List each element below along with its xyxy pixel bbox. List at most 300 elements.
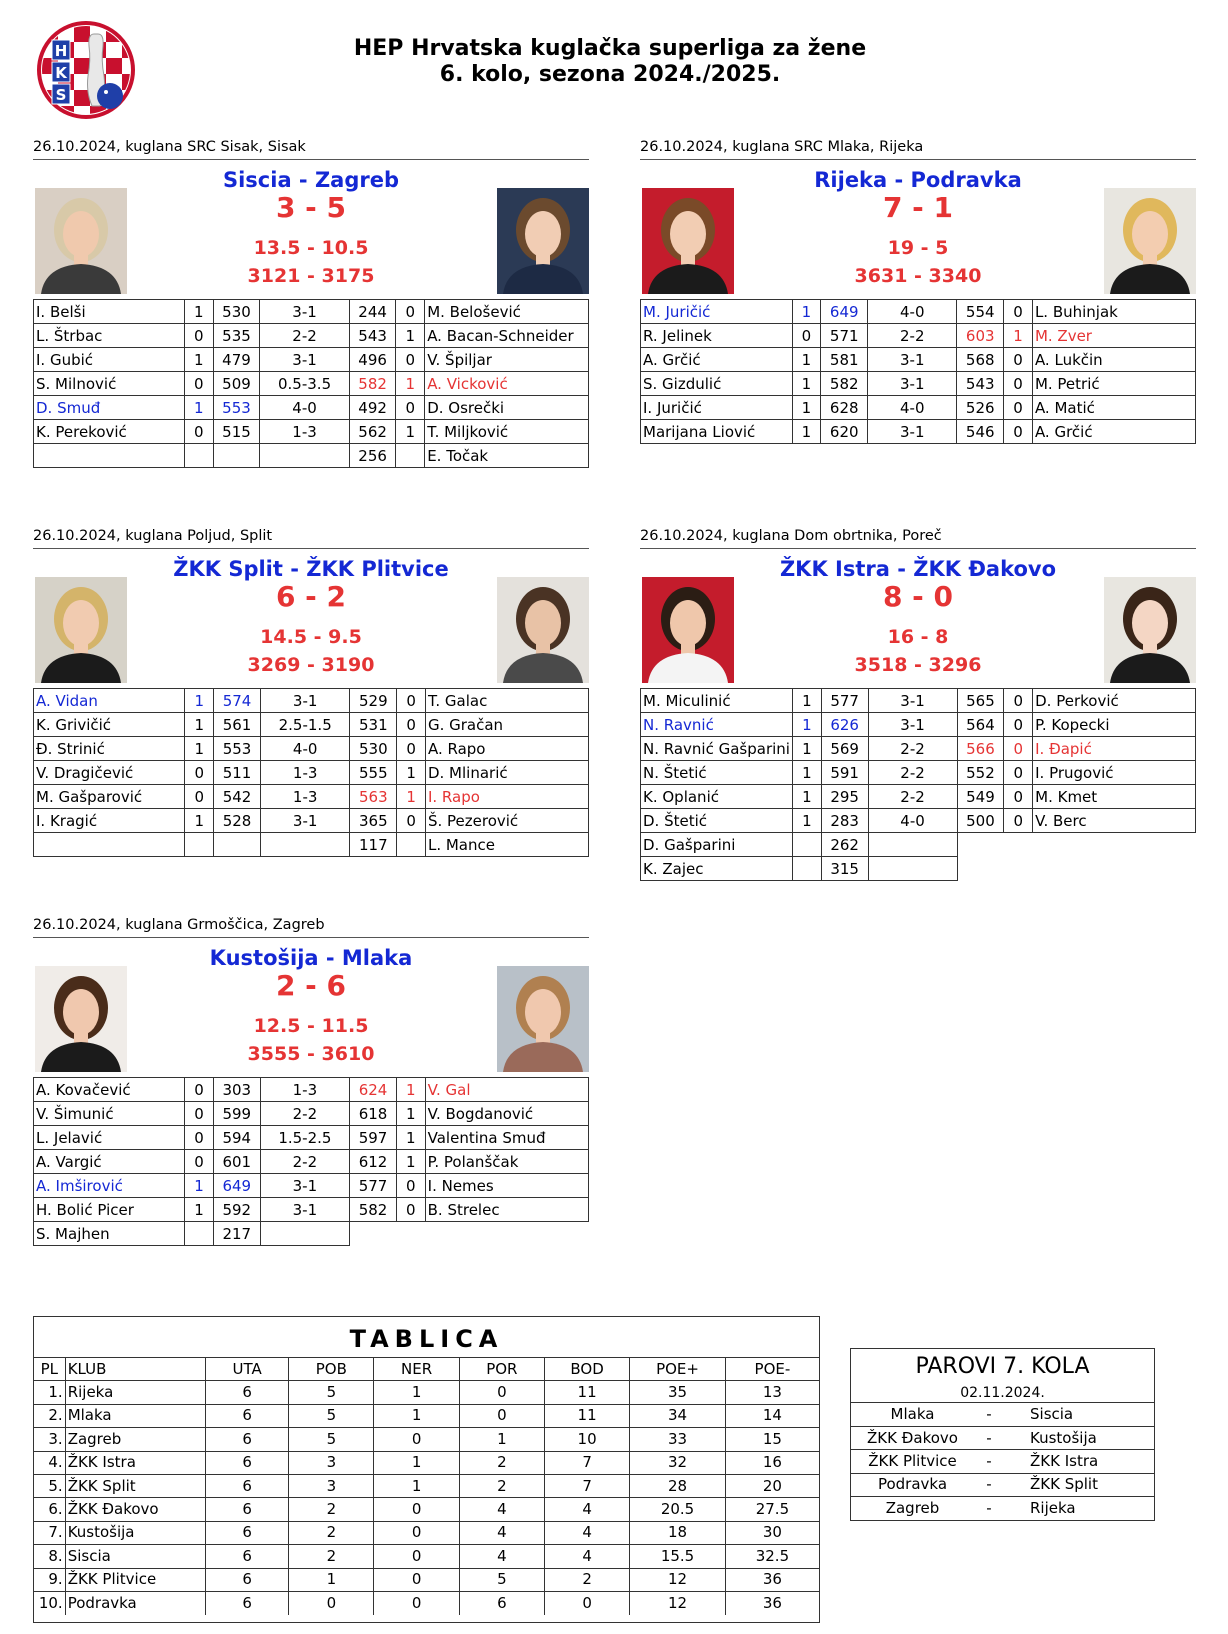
home-player-name: K. Zajec (641, 857, 793, 881)
home-pins: 599 (213, 1102, 260, 1126)
standings-cell: 15.5 (630, 1545, 726, 1568)
home-player-name: A. Vargić (34, 1150, 185, 1174)
away-pins: 543 (957, 372, 1004, 396)
standings-cell: 4 (544, 1545, 629, 1568)
match-header (640, 580, 1196, 688)
away-player-name: I. Rapo (425, 785, 588, 809)
home-pins: 620 (821, 420, 868, 444)
home-pins (214, 833, 261, 857)
home-player-name: D. Štetić (641, 809, 793, 833)
standings-cell: 4 (459, 1545, 544, 1568)
table-row (34, 737, 589, 761)
table-row (641, 324, 1196, 348)
set-score: 2-2 (868, 737, 957, 761)
standings-title: TABLICA (349, 1325, 504, 1353)
table-row (34, 1126, 589, 1150)
away-player-name: V. Gal (425, 1078, 588, 1102)
away-point: 0 (397, 809, 426, 833)
pair-away: Siscia (1004, 1403, 1154, 1426)
standings-cell: 1 (459, 1428, 544, 1451)
away-point: 1 (396, 420, 425, 444)
match-pins: 3121 - 3175 (247, 265, 375, 287)
standings-cell: 1 (374, 1404, 459, 1427)
home-player-name: N. Ravnić Gašparini (641, 737, 793, 761)
away-point: 1 (396, 1126, 425, 1150)
table-row (34, 809, 589, 833)
match-teams: Kustošija - Mlaka (209, 946, 413, 970)
set-score: 3-1 (260, 1174, 349, 1198)
standings-row (34, 1591, 819, 1614)
set-score: 2.5-1.5 (260, 713, 350, 737)
match-sets: 19 - 5 (887, 237, 949, 259)
home-pins: 628 (821, 396, 868, 420)
standings-cell: Zagreb (65, 1428, 205, 1451)
away-point: 0 (397, 713, 426, 737)
away-pins: 568 (957, 348, 1004, 372)
standings-cell: 2 (459, 1451, 544, 1474)
logo-letter-k: K (55, 64, 67, 82)
away-pins: 554 (957, 300, 1004, 324)
standings-header-bod: BOD (544, 1358, 629, 1381)
set-score: 3-1 (868, 420, 957, 444)
standings-cell: 0 (374, 1521, 459, 1544)
standings-cell: 6 (206, 1451, 289, 1474)
empty-cell (1033, 833, 1196, 857)
pair-home: ŽKK Plitvice (851, 1450, 974, 1473)
table-row (34, 348, 589, 372)
standings-header-klub: KLUB (65, 1358, 205, 1381)
home-point: 1 (792, 713, 821, 737)
standings-cell: 5 (289, 1381, 374, 1404)
table-row (641, 713, 1196, 737)
pair-separator: - (974, 1450, 1004, 1473)
standings-cell: 8. (34, 1545, 65, 1568)
home-point: 1 (792, 689, 821, 713)
standings-cell: 5 (289, 1428, 374, 1451)
home-point: 0 (184, 324, 213, 348)
home-point: 1 (792, 420, 821, 444)
set-score (260, 1222, 349, 1246)
away-point (396, 444, 425, 468)
away-point: 0 (1004, 809, 1033, 833)
home-pins: 509 (213, 372, 260, 396)
home-player-name: M. Juričić (641, 300, 793, 324)
pair-home: ŽKK Đakovo (851, 1426, 974, 1449)
set-score: 2-2 (260, 324, 349, 348)
set-score: 1-3 (260, 420, 349, 444)
away-point: 0 (397, 737, 426, 761)
standings-cell: 1 (289, 1568, 374, 1591)
standings-cell: ŽKK Đakovo (65, 1498, 205, 1521)
home-point: 0 (184, 420, 213, 444)
away-player-name: E. Točak (425, 444, 589, 468)
set-score (868, 857, 957, 881)
home-point: 1 (184, 348, 213, 372)
standings-header-por: POR (459, 1358, 544, 1381)
pair-away: Kustošija (1004, 1426, 1154, 1449)
match-teams: Rijeka - Podravka (814, 168, 1022, 192)
empty-cell (1033, 857, 1196, 881)
table-row (34, 1150, 589, 1174)
home-player-name: N. Štetić (641, 761, 793, 785)
pair-separator: - (974, 1426, 1004, 1449)
standings-cell: 6 (459, 1591, 544, 1614)
set-score: 3-1 (260, 348, 349, 372)
standings-cell: 6 (206, 1521, 289, 1544)
home-pins: 592 (213, 1198, 260, 1222)
away-player-name: V. Bogdanović (425, 1102, 588, 1126)
set-score: 3-1 (260, 300, 349, 324)
home-pins: 569 (821, 737, 868, 761)
standings-cell: 32 (630, 1451, 726, 1474)
home-point: 1 (792, 761, 821, 785)
away-pins: 526 (957, 396, 1004, 420)
away-player-name: A. Matić (1032, 396, 1195, 420)
match-score: 8 - 0 (882, 580, 954, 613)
match-score: 6 - 2 (275, 580, 347, 613)
away-player-name: V. Berc (1033, 809, 1196, 833)
home-pins: 553 (214, 737, 261, 761)
home-player-name: S. Milnović (34, 372, 185, 396)
table-row (34, 420, 589, 444)
away-player-name: D. Perković (1033, 689, 1196, 713)
home-player-name: V. Šimunić (34, 1102, 185, 1126)
home-pins: 295 (821, 785, 868, 809)
home-point: 1 (792, 809, 821, 833)
away-player-name: M. Petrić (1032, 372, 1195, 396)
home-player-name: M. Miculinić (641, 689, 793, 713)
home-pins: 553 (213, 396, 260, 420)
home-point: 1 (185, 713, 214, 737)
set-score: 3-1 (868, 689, 957, 713)
home-pins: 581 (821, 348, 868, 372)
home-point: 1 (792, 372, 821, 396)
match-pins: 3555 - 3610 (247, 1043, 375, 1065)
table-row (641, 689, 1196, 713)
match-header (33, 969, 589, 1077)
away-player-name: P. Kopecki (1033, 713, 1196, 737)
set-score: 1-3 (260, 1078, 349, 1102)
pair-row (851, 1450, 1154, 1473)
home-player-name: I. Gubić (34, 348, 185, 372)
match-score: 7 - 1 (882, 191, 954, 224)
table-row (34, 689, 589, 713)
next-round-title: PAROVI 7. KOLA (915, 1354, 1090, 1379)
away-player-name: I. Nemes (425, 1174, 588, 1198)
standings-header-pob: POB (289, 1358, 374, 1381)
table-row (34, 785, 589, 809)
match-results-table (33, 299, 589, 468)
away-pins: 582 (350, 1198, 397, 1222)
away-player-name: T. Miljković (425, 420, 589, 444)
home-pins: 626 (821, 713, 868, 737)
set-score: 2-2 (260, 1150, 349, 1174)
home-pins: 283 (821, 809, 868, 833)
away-point: 0 (1004, 396, 1033, 420)
standings-row (34, 1568, 819, 1591)
standings-cell: 0 (374, 1498, 459, 1521)
away-pins: 546 (957, 420, 1004, 444)
standings-row (34, 1404, 819, 1427)
home-player-name (34, 833, 185, 857)
home-pins: 515 (213, 420, 260, 444)
set-score: 4-0 (260, 396, 349, 420)
set-score: 4-0 (868, 809, 957, 833)
away-pins: 549 (957, 785, 1004, 809)
table-row (34, 1174, 589, 1198)
standings-cell: 14 (725, 1404, 819, 1427)
logo-letter-h: H (54, 42, 68, 60)
home-player-name: M. Gašparović (34, 785, 185, 809)
standings-cell: 34 (630, 1404, 726, 1427)
home-pins: 315 (821, 857, 868, 881)
standings-cell: 10 (544, 1428, 629, 1451)
home-player-name: Đ. Strinić (34, 737, 185, 761)
table-row (641, 420, 1196, 444)
standings-cell: 1 (374, 1474, 459, 1497)
standings-cell: 6 (206, 1381, 289, 1404)
standings-row (34, 1381, 819, 1404)
home-point: 0 (185, 1126, 214, 1150)
home-point: 1 (184, 300, 213, 324)
pair-away: ŽKK Split (1004, 1473, 1154, 1496)
pair-away: Rijeka (1030, 1499, 1076, 1517)
home-player-name: K. Pereković (34, 420, 185, 444)
empty-cell (396, 1222, 425, 1246)
standings-cell: 1 (374, 1381, 459, 1404)
home-pins: 591 (821, 761, 868, 785)
home-player-name: I. Kragić (34, 809, 185, 833)
standings-cell: 2 (289, 1545, 374, 1568)
away-player-name: A. Rapo (425, 737, 588, 761)
match-venue: 26.10.2024, kuglana SRC Mlaka, Rijeka (640, 136, 1196, 160)
set-score: 3-1 (260, 689, 350, 713)
away-pins: 618 (350, 1102, 397, 1126)
away-point: 0 (1004, 348, 1033, 372)
pair-home: Zagreb (885, 1499, 940, 1517)
standings-cell: 32.5 (725, 1545, 819, 1568)
table-row (34, 1102, 589, 1126)
standings-row (34, 1498, 819, 1521)
away-pins: 624 (350, 1078, 397, 1102)
standings-row (34, 1545, 819, 1568)
match-header (33, 580, 589, 688)
away-pins: 582 (349, 372, 396, 396)
away-pins: 555 (350, 761, 397, 785)
match-results-table (33, 688, 589, 857)
standings-cell: 7. (34, 1521, 65, 1544)
away-player-name: D. Mlinarić (425, 761, 588, 785)
away-point: 0 (1004, 420, 1033, 444)
pair-separator: - (974, 1473, 1004, 1496)
standings-cell: 35 (630, 1381, 726, 1404)
away-point: 1 (396, 1150, 425, 1174)
away-player-name: T. Galac (425, 689, 588, 713)
standings-cell: 6 (206, 1428, 289, 1451)
away-player-name: G. Gračan (425, 713, 588, 737)
away-point: 0 (1004, 761, 1033, 785)
match-sets: 13.5 - 10.5 (253, 237, 369, 259)
match-results-table (33, 1077, 589, 1246)
pair-row (851, 1426, 1154, 1449)
standings-cell: 12 (630, 1591, 726, 1614)
away-point: 1 (1004, 324, 1033, 348)
standings-row (34, 1474, 819, 1497)
standings-cell: 4 (544, 1521, 629, 1544)
home-player-name: L. Štrbac (34, 324, 185, 348)
match-venue: 26.10.2024, kuglana Dom obrtnika, Poreč (640, 525, 1196, 549)
away-pins: 564 (957, 713, 1004, 737)
standings-cell: 36 (725, 1568, 819, 1591)
home-pins: 303 (213, 1078, 260, 1102)
match-split-plitvice (33, 525, 589, 857)
home-pins: 594 (213, 1126, 260, 1150)
home-player-name: N. Ravnić (641, 713, 793, 737)
set-score: 4-0 (868, 396, 957, 420)
away-point: 0 (396, 396, 425, 420)
away-point: 0 (1004, 689, 1033, 713)
standings-cell: 36 (762, 1593, 782, 1612)
home-pins: 577 (821, 689, 868, 713)
empty-cell (1004, 857, 1033, 881)
home-pins: 535 (213, 324, 260, 348)
home-point (792, 857, 821, 881)
table-row (641, 737, 1196, 761)
pair-row (851, 1473, 1154, 1496)
standings-cell: 6 (206, 1545, 289, 1568)
home-pins: 571 (821, 324, 868, 348)
away-point: 1 (396, 324, 425, 348)
home-point: 0 (185, 1150, 214, 1174)
away-pins: 500 (957, 809, 1004, 833)
away-point: 1 (397, 761, 426, 785)
table-row (34, 396, 589, 420)
standings-cell: 9. (34, 1568, 65, 1591)
away-point: 0 (1004, 713, 1033, 737)
away-point: 1 (396, 1078, 425, 1102)
match-kustosija-mlaka (33, 914, 589, 1246)
standings-cell: 5. (34, 1474, 65, 1497)
away-player-name: A. Bacan-Schneider (425, 324, 589, 348)
match-pins: 3269 - 3190 (247, 654, 375, 676)
away-point: 0 (1004, 737, 1033, 761)
standings-cell: 27.5 (725, 1498, 819, 1521)
home-point: 1 (185, 737, 214, 761)
home-pins: 511 (214, 761, 261, 785)
set-score: 4-0 (260, 737, 350, 761)
standings-cell: Kustošija (65, 1521, 205, 1544)
away-player-name: M. Belošević (425, 300, 589, 324)
set-score: 2-2 (868, 324, 957, 348)
home-player-name: K. Oplanić (641, 785, 793, 809)
logo-letter-s: S (55, 86, 67, 104)
away-point: 0 (1004, 785, 1033, 809)
match-siscia-zagreb (33, 136, 589, 468)
home-point: 1 (185, 689, 214, 713)
standings-cell: 1. (34, 1381, 65, 1404)
match-venue: 26.10.2024, kuglana SRC Sisak, Sisak (33, 136, 589, 160)
home-pins: 561 (214, 713, 261, 737)
match-venue: 26.10.2024, kuglana Grmoščica, Zagreb (33, 914, 589, 938)
home-pins: 262 (821, 833, 868, 857)
home-point: 0 (185, 1078, 214, 1102)
standings-cell: 0 (374, 1428, 459, 1451)
pair-away: ŽKK Istra (1004, 1450, 1154, 1473)
home-point (792, 833, 821, 857)
standings-header-pl: PL (34, 1358, 65, 1381)
home-point: 1 (184, 396, 213, 420)
hks-logo (36, 20, 136, 120)
home-player-name: D. Smuđ (34, 396, 185, 420)
away-player-name: I. Đapić (1033, 737, 1196, 761)
match-teams: ŽKK Istra - ŽKK Đakovo (779, 557, 1057, 581)
away-player-name: I. Prugović (1033, 761, 1196, 785)
standings-cell: 0 (374, 1591, 459, 1614)
away-point: 0 (397, 689, 426, 713)
away-player-name: L. Mance (425, 833, 588, 857)
match-venue: 26.10.2024, kuglana Poljud, Split (33, 525, 589, 549)
home-point: 1 (185, 809, 214, 833)
standings-cell: 11 (544, 1381, 629, 1404)
standings-cell: 33 (630, 1428, 726, 1451)
away-player-name: M. Kmet (1033, 785, 1196, 809)
standings-cell: 2 (289, 1521, 374, 1544)
home-point: 0 (792, 324, 821, 348)
home-pins: 528 (214, 809, 261, 833)
table-row (34, 444, 589, 468)
away-point: 0 (1004, 372, 1033, 396)
away-pins: 577 (350, 1174, 397, 1198)
standings-cell: 20.5 (630, 1498, 726, 1521)
set-score: 3-1 (260, 1198, 349, 1222)
away-point: 0 (1004, 300, 1033, 324)
home-point: 0 (185, 761, 214, 785)
set-score: 1-3 (260, 761, 350, 785)
standings-cell: 6. (34, 1498, 65, 1521)
standings-cell: 4 (459, 1521, 544, 1544)
home-point: 1 (792, 737, 821, 761)
table-row (34, 300, 589, 324)
set-score: 3-1 (260, 809, 350, 833)
standings-cell: 3 (289, 1474, 374, 1497)
table-row (641, 761, 1196, 785)
away-pins: 597 (350, 1126, 397, 1150)
standings-header-uta: UTA (206, 1358, 289, 1381)
table-row (641, 857, 1196, 881)
match-results-table (640, 299, 1196, 444)
home-point: 0 (185, 785, 214, 809)
pair-separator: - (974, 1403, 1004, 1426)
standings-cell: 12 (630, 1568, 726, 1591)
table-row (34, 1222, 589, 1246)
standings-cell: 7 (544, 1451, 629, 1474)
table-row (34, 833, 589, 857)
match-pins: 3518 - 3296 (854, 654, 982, 676)
away-point: 1 (397, 785, 426, 809)
home-player-name (34, 444, 185, 468)
away-pins: 612 (350, 1150, 397, 1174)
standings-row (34, 1428, 819, 1451)
home-player-name: S. Majhen (34, 1222, 185, 1246)
match-results-table (640, 688, 1196, 881)
match-sets: 14.5 - 9.5 (260, 626, 362, 648)
home-player-name: D. Gašparini (641, 833, 793, 857)
standings-table (34, 1357, 819, 1615)
home-player-name: R. Jelinek (641, 324, 793, 348)
standings-cell: 0 (544, 1591, 629, 1614)
set-score (260, 833, 350, 857)
standings-cell: 13 (725, 1381, 819, 1404)
